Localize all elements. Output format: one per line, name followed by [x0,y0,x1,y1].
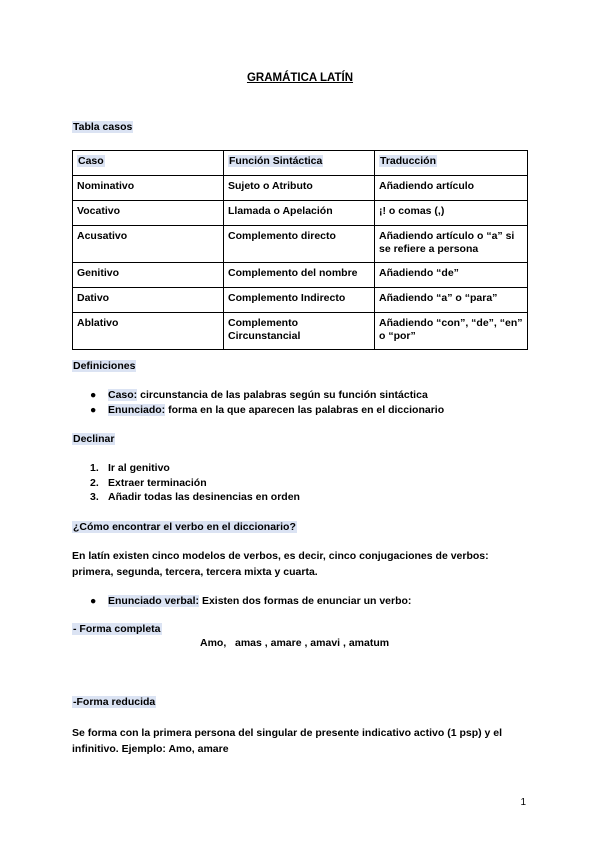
list-item [72,490,300,505]
step-number: 3. [90,491,99,503]
table-cell: Complemento directo [224,226,375,263]
definitions-heading [72,360,136,372]
declinar-heading [72,433,115,445]
table-cell: Dativo [73,288,224,313]
table-cell: Sujeto o Atributo [224,176,375,201]
list-item [72,461,300,476]
table-cell: Complemento Indirecto [224,288,375,313]
declinar-heading-text: Declinar [73,433,115,445]
step-number: 1. [90,462,99,474]
table-cell: Llamada o Apelación [224,201,375,226]
list-item [72,476,300,491]
table-row [73,201,528,226]
table-cell: Ablativo [73,313,224,350]
table-cell: Acusativo [73,226,224,263]
table-cell: Complemento Circunstancial [224,313,375,350]
header-funcion: Función Sintáctica [229,155,323,167]
table-cell: Añadiendo artículo [375,176,528,201]
definition-term: Enunciado: [108,403,166,416]
bullet-icon: ● [90,389,97,401]
table-cell: Complemento del nombre [224,263,375,288]
page-number: 1 [520,797,526,808]
definitions-list [72,388,532,417]
header-caso: Caso [78,155,104,167]
table-cell: Añadiendo artículo o “a” si se refiere a persona [375,226,528,263]
table-cell: Genitivo [73,263,224,288]
forma-reducida-heading-text: -Forma reducida [73,696,156,708]
enunciado-verbal-text: Existen dos formas de enunciar un verbo: [199,595,412,607]
table-cell: Nominativo [73,176,224,201]
forma-reducida-heading [72,696,156,708]
list-item [72,403,532,418]
step-text: Extraer terminación [108,476,207,489]
definition-term: Caso: [108,389,138,401]
definition-text: circunstancia de las palabras según su función sintáctica [137,389,428,401]
step-text: Ir al genitivo [108,462,170,474]
verbo-heading-text: ¿Cómo encontrar el verbo en el diccionario? [73,521,296,533]
enunciado-verbal-bullet [72,594,411,609]
bullet-icon: ● [90,595,97,607]
bullet-icon: ● [90,403,97,416]
step-text: Añadir todas las desinencias en orden [108,491,300,503]
table-row [73,263,528,288]
table-cell: Añadiendo “a” o “para” [375,288,528,313]
table-heading-text: Tabla casos [73,121,133,133]
forma-reducida-paragraph: Se forma con la primera persona del singular de presente indicativo activo (1 psp) y el infinitivo. Ejemplo: Amo, amare [72,727,503,755]
table-row [73,288,528,313]
forma-completa-example: Amo, amas , amare , amavi , amatum [200,637,390,649]
table-cell: Añadiendo “de” [375,263,528,288]
forma-completa-heading-text: - Forma completa [73,623,161,635]
list-item [72,388,532,403]
table-row [73,313,528,350]
declinar-steps [72,461,300,505]
table-row [73,226,528,263]
table-cell: Vocativo [73,201,224,226]
table-cell: Añadiendo “con”, “de”, “en” o “por” [375,313,528,350]
forma-completa-heading [72,623,162,635]
table-row [73,176,528,201]
verbo-heading [72,521,297,533]
table-header-row [73,151,528,176]
page-title: GRAMÁTICA LATÍN [246,72,354,84]
enunciado-verbal-term: Enunciado verbal: [108,595,200,607]
step-number: 2. [90,476,99,489]
cases-table [72,150,528,350]
verbo-paragraph: En latín existen cinco modelos de verbos, es decir, cinco conjugaciones de verbos: primera, segunda, tercera, tercera mixta y cuarta. [72,550,489,578]
table-heading [72,121,133,133]
table-cell: ¡! o comas (,) [375,201,528,226]
definition-text: forma en la que aparecen las palabras en el diccionario [165,403,445,416]
header-traduccion: Traducción [380,155,437,167]
definitions-heading-text: Definiciones [73,360,136,372]
